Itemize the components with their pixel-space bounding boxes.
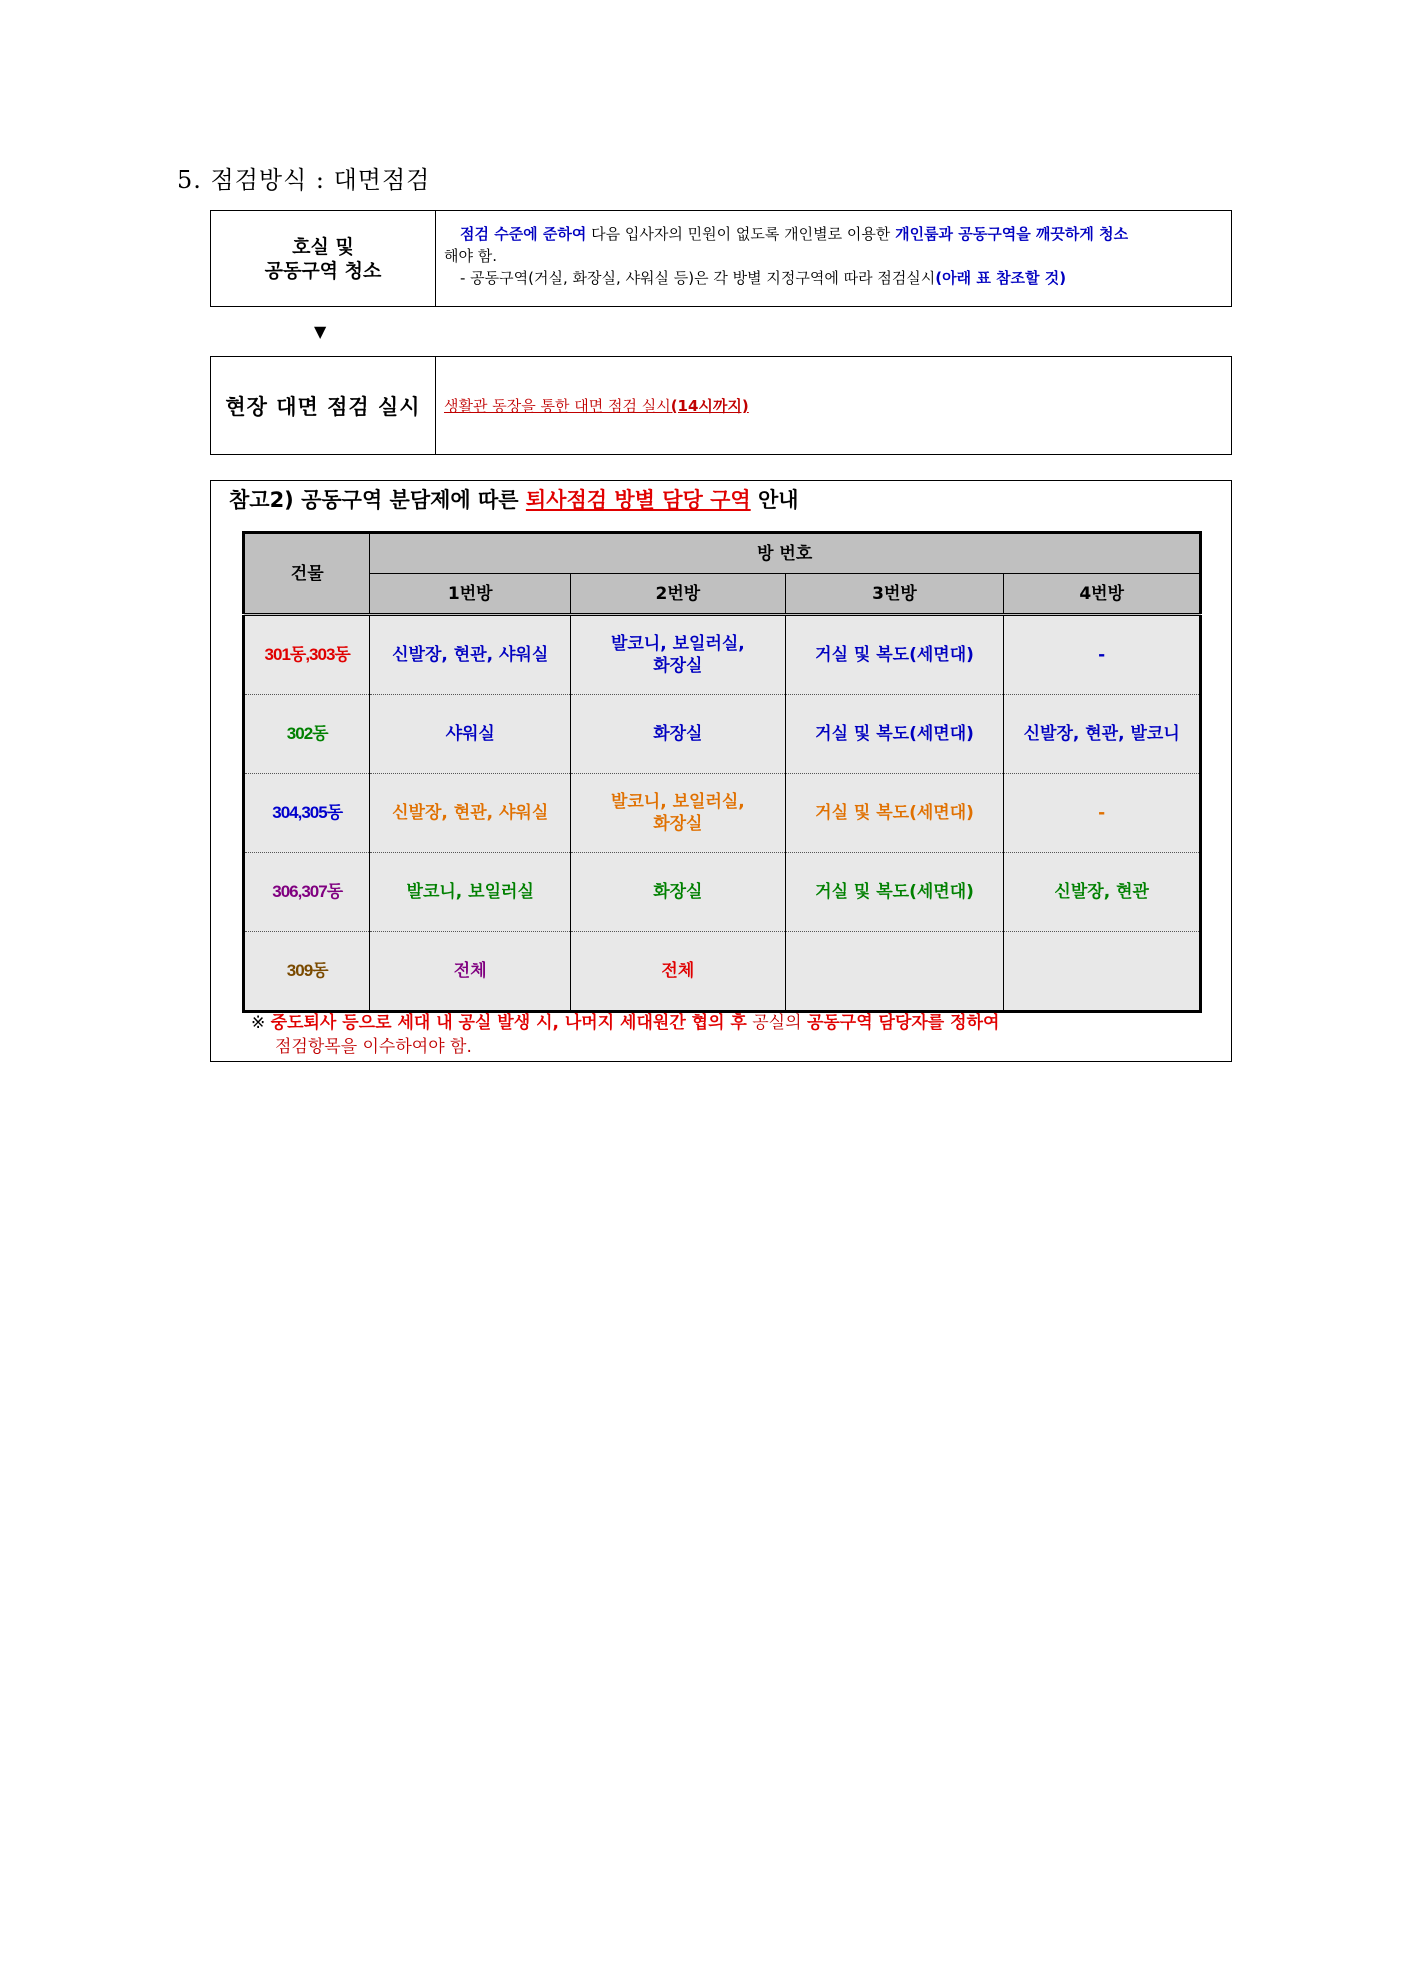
building-cell: 306,307동 (244, 853, 370, 932)
reference-box (210, 480, 1232, 1062)
area-assignment-table (242, 531, 1202, 1013)
table-row (244, 615, 1201, 695)
table-cell: - (1004, 774, 1201, 853)
desc-see-table: (아래 표 참조할 것) (935, 269, 1067, 287)
note-text-1: 공실의 (746, 1013, 807, 1033)
note-emphasis-1: 중도퇴사 등으로 세대 내 공실 발생 시, 나머지 세대원간 협의 후 (270, 1013, 747, 1033)
table-cell: 거실 및 복도(세면대) (785, 615, 1004, 695)
face-inspection-text: 생활관 동장을 통한 대면 점검 실시 (444, 397, 671, 415)
desc-common-area: - 공동구역(거실, 화장실, 샤워실 등)은 각 방별 지정구역에 따라 점검실시 (460, 269, 936, 287)
footnote (251, 1011, 999, 1059)
table-row (244, 853, 1201, 932)
header-room-4: 4번방 (1004, 574, 1201, 615)
table-cell: 발코니, 보일러실 (370, 853, 571, 932)
note-emphasis-2: 공동구역 담당자를 정하여 (806, 1013, 1000, 1033)
reference-title-suffix: 안내 (750, 488, 799, 512)
face-inspection-label: 현장 대면 점검 실시 (211, 357, 436, 454)
face-inspection-description (436, 357, 1231, 454)
table-cell: 전체 (370, 932, 571, 1012)
note-mark: ※ (251, 1013, 266, 1033)
room-cleaning-label (211, 211, 436, 306)
desc-text-2: 해야 함. (444, 247, 498, 265)
face-inspection-time: (14시까지) (670, 397, 749, 415)
table-cell: 샤워실 (370, 695, 571, 774)
room-cleaning-label-line2: 공동구역 청소 (264, 259, 382, 282)
desc-emphasis-2: 개인룸과 공동구역을 깨끗하게 청소 (895, 225, 1129, 243)
table-cell: 발코니, 보일러실, 화장실 (571, 774, 786, 853)
room-cleaning-description (436, 211, 1231, 306)
room-cleaning-label-line1: 호실 및 (292, 235, 354, 258)
table-cell (785, 932, 1004, 1012)
building-cell: 301동,303동 (244, 615, 370, 695)
header-room-3: 3번방 (785, 574, 1004, 615)
header-room-1: 1번방 (370, 574, 571, 615)
note-text-2: 점검항목을 이수하여야 함. (275, 1037, 472, 1057)
table-row (244, 932, 1201, 1012)
down-arrow-icon: ▼ (314, 322, 327, 341)
face-inspection-box (210, 356, 1232, 455)
table-cell: 거실 및 복도(세면대) (785, 695, 1004, 774)
building-cell: 304,305동 (244, 774, 370, 853)
reference-title (229, 484, 799, 514)
header-building: 건물 (244, 533, 370, 615)
table-cell: 거실 및 복도(세면대) (785, 853, 1004, 932)
desc-emphasis-1: 점검 수준에 준하여 (460, 225, 587, 243)
table-cell: 신발장, 현관 (1004, 853, 1201, 932)
table-cell: 거실 및 복도(세면대) (785, 774, 1004, 853)
table-cell: 발코니, 보일러실, 화장실 (571, 615, 786, 695)
table-row (244, 774, 1201, 853)
table-cell: 신발장, 현관, 발코니 (1004, 695, 1201, 774)
table-row (244, 695, 1201, 774)
section-heading: 5. 점검방식 : 대면점검 (177, 166, 431, 194)
table-cell: 전체 (571, 932, 786, 1012)
table-cell: 신발장, 현관, 샤워실 (370, 774, 571, 853)
reference-title-prefix: 참고2) 공동구역 분담제에 따른 (229, 488, 526, 512)
table-cell: 화장실 (571, 853, 786, 932)
table-cell: 신발장, 현관, 샤워실 (370, 615, 571, 695)
header-room-2: 2번방 (571, 574, 786, 615)
building-cell: 309동 (244, 932, 370, 1012)
table-cell: - (1004, 615, 1201, 695)
building-cell: 302동 (244, 695, 370, 774)
table-cell: 화장실 (571, 695, 786, 774)
reference-title-highlight: 퇴사점검 방별 담당 구역 (525, 488, 751, 512)
desc-text-1: 다음 입사자의 민원이 없도록 개인별로 이용한 (586, 225, 896, 243)
room-cleaning-box (210, 210, 1232, 307)
table-cell (1004, 932, 1201, 1012)
header-room-number: 방 번호 (370, 533, 1201, 574)
